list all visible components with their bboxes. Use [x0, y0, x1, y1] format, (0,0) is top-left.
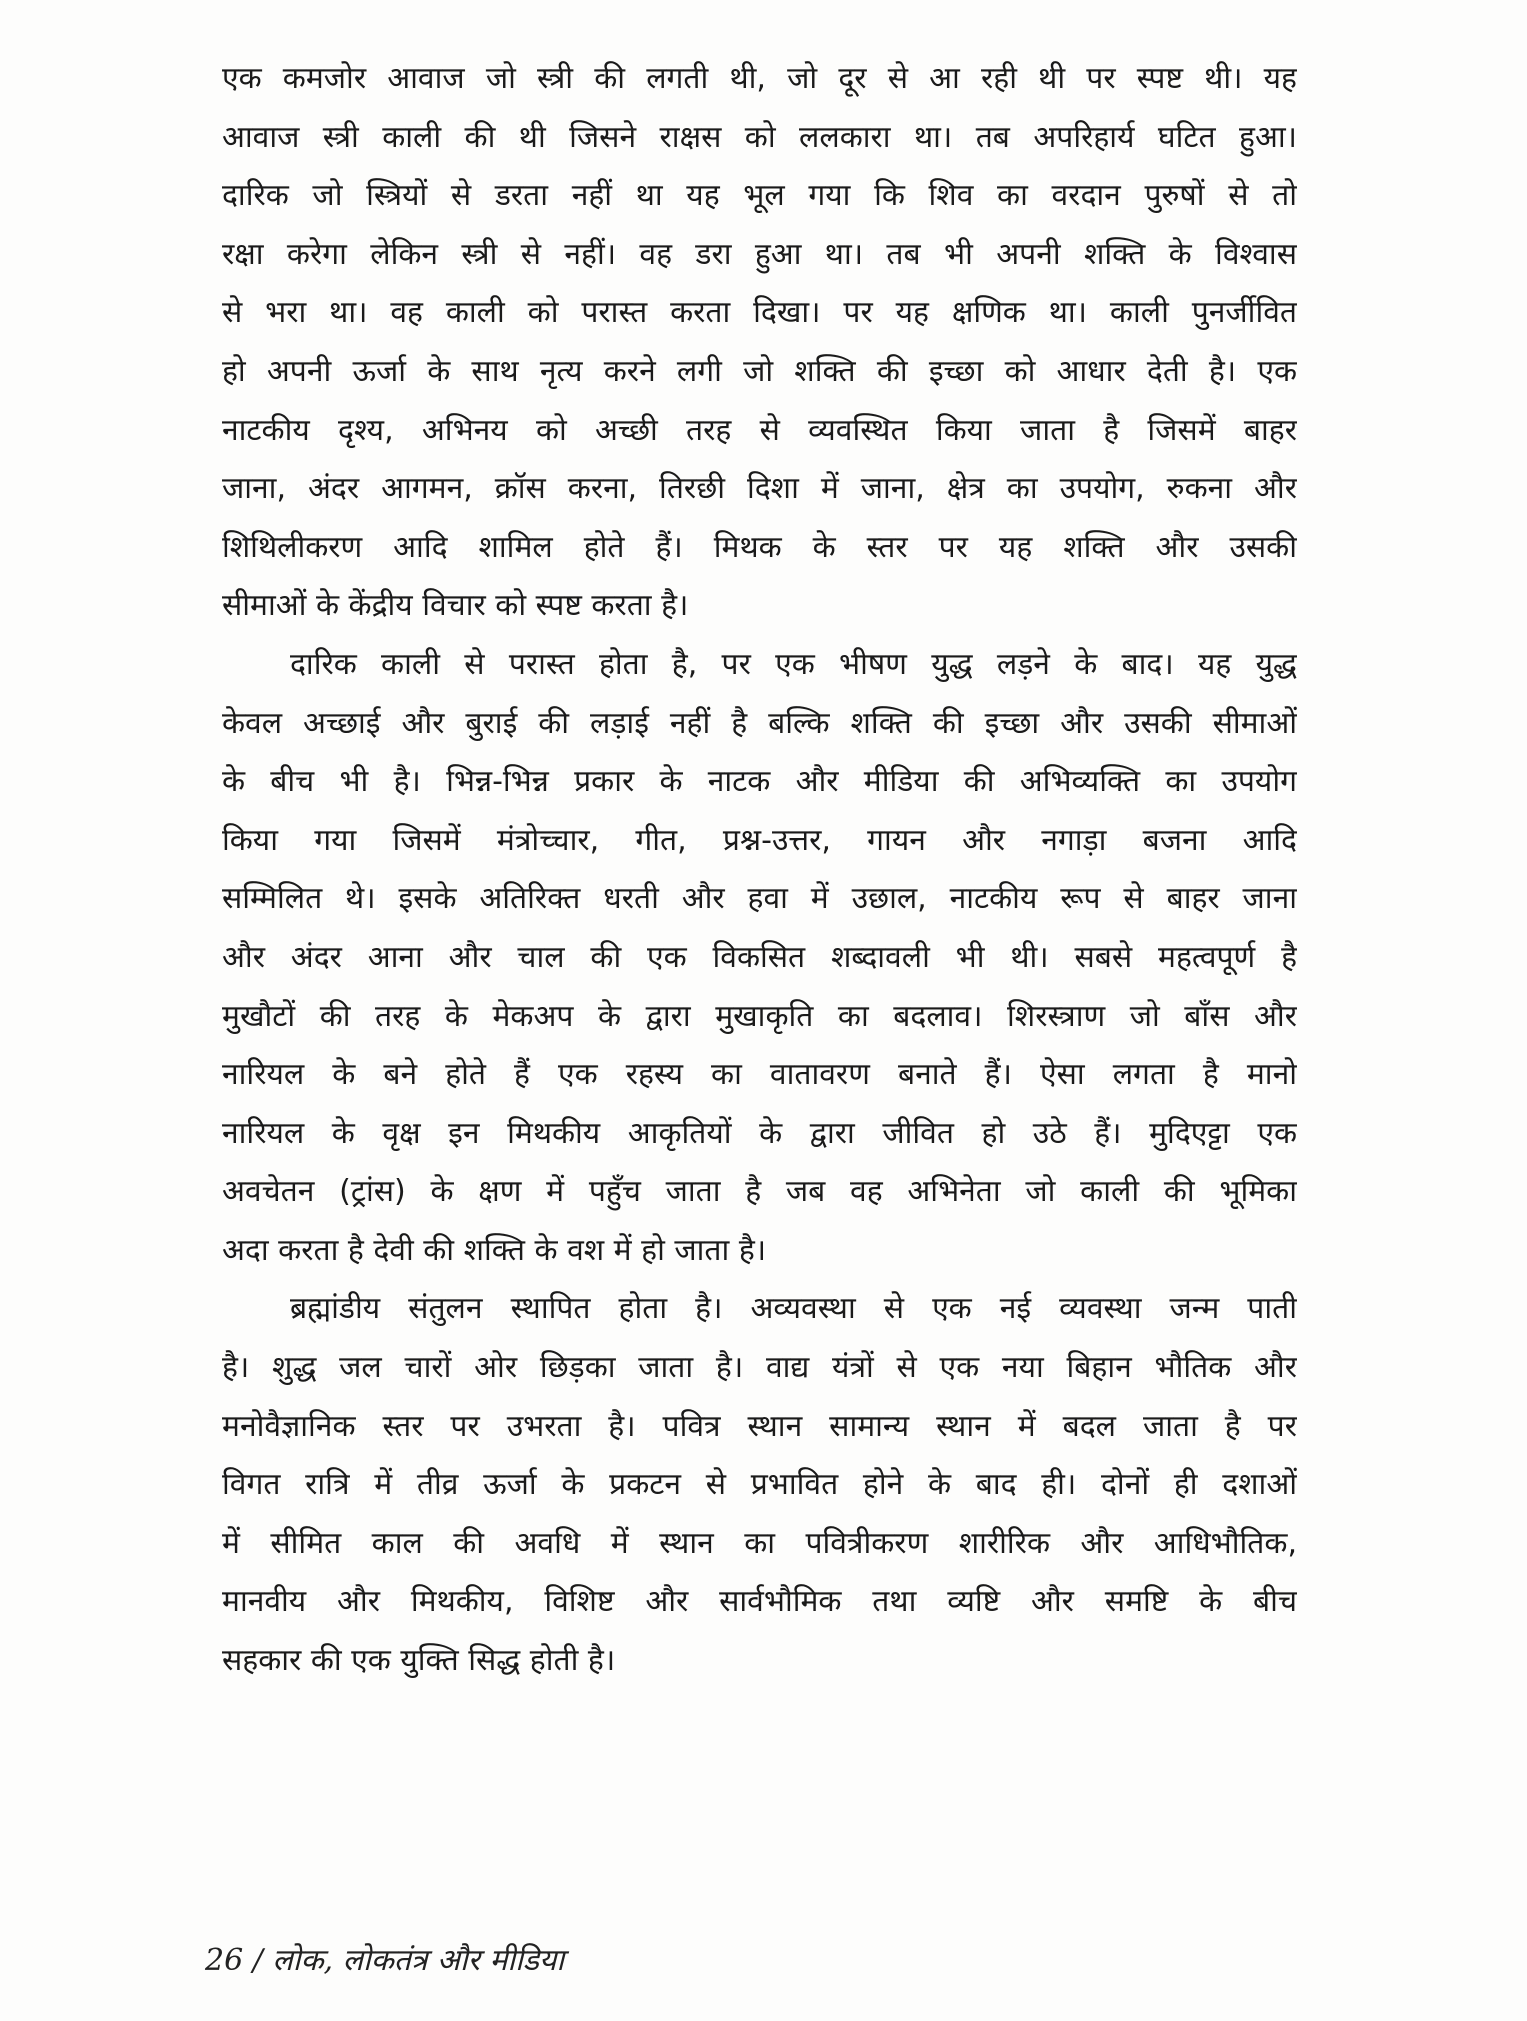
paragraph-1-line: हो अपनी ऊर्जा के साथ नृत्य करने लगी जो शक्ति की इच्छा को आधार देती है। एक [222, 353, 1297, 389]
paragraph-3-line: सहकार की एक युक्ति सिद्ध होती है। [222, 1643, 616, 1679]
paragraph-1-line: रक्षा करेगा लेकिन स्त्री से नहीं। वह डरा हुआ था। तब भी अपनी शक्ति के विश्वास [222, 236, 1297, 272]
paragraph-2-line: अवचेतन (ट्रांस) के क्षण में पहुँच जाता है जब वह अभिनेता जो काली की भूमिका [222, 1174, 1297, 1210]
paragraph-2-line: के बीच भी है। भिन्न-भिन्न प्रकार के नाटक और मीडिया की अभिव्यक्ति का उपयोग [222, 764, 1297, 800]
paragraph-2-line: नारियल के बने होते हैं एक रहस्य का वातावरण बनाते हैं। ऐसा लगता है मानो [222, 1057, 1297, 1093]
paragraph-1-line: नाटकीय दृश्य, अभिनय को अच्छी तरह से व्यवस्थित किया जाता है जिसमें बाहर [222, 412, 1297, 448]
paragraph-1-line: से भरा था। वह काली को परास्त करता दिखा। पर यह क्षणिक था। काली पुनर्जीवित [222, 295, 1297, 331]
paragraph-2-line: मुखौटों की तरह के मेकअप के द्वारा मुखाकृति का बदलाव। शिरस्त्राण जो बाँस और [222, 998, 1297, 1034]
paragraph-1-line: शिथिलीकरण आदि शामिल होते हैं। मिथक के स्तर पर यह शक्ति और उसकी [222, 529, 1297, 565]
paragraph-1-line: एक कमजोर आवाज जो स्त्री की लगती थी, जो दूर से आ रही थी पर स्पष्ट थी। यह [222, 61, 1297, 96]
paragraph-3-line: है। शुद्ध जल चारों ओर छिड़का जाता है। वाद्य यंत्रों से एक नया बिहान भौतिक और [222, 1350, 1297, 1386]
paragraph-3-line: विगत रात्रि में तीव्र ऊर्जा के प्रकटन से प्रभावित होने के बाद ही। दोनों ही दशाओं [222, 1467, 1297, 1503]
paragraph-1-line: दारिक जो स्त्रियों से डरता नहीं था यह भूल गया कि शिव का वरदान पुरुषों से तो [222, 178, 1297, 214]
paragraph-1-line: आवाज स्त्री काली की थी जिसने राक्षस को ललकारा था। तब अपरिहार्य घटित हुआ। [222, 119, 1297, 155]
paragraph-3-line: मानवीय और मिथकीय, विशिष्ट और सार्वभौमिक तथा व्यष्टि और समष्टि के बीच [222, 1584, 1297, 1620]
footer-separator: / [252, 1943, 263, 1978]
paragraph-2-line: अदा करता है देवी की शक्ति के वश में हो जाता है। [222, 1232, 767, 1268]
paragraph-2-line: सम्मिलित थे। इसके अतिरिक्त धरती और हवा में उछाल, नाटकीय रूप से बाहर जाना [222, 881, 1297, 917]
paragraph-2-line: नारियल के वृक्ष इन मिथकीय आकृतियों के द्वारा जीवित हो उठे हैं। मुदिएट्टा एक [222, 1115, 1297, 1151]
paragraph-1-line: जाना, अंदर आगमन, क्रॉस करना, तिरछी दिशा में जाना, क्षेत्र का उपयोग, रुकना और [222, 471, 1297, 507]
paragraph-3-line: ब्रह्मांडीय संतुलन स्थापित होता है। अव्यवस्था से एक नई व्यवस्था जन्म पाती [290, 1291, 1297, 1327]
book-title: लोक, लोकतंत्र और मीडिया [272, 1943, 565, 1978]
paragraph-3-line: मनोवैज्ञानिक स्तर पर उभरता है। पवित्र स्थान सामान्य स्थान में बदल जाता है पर [222, 1408, 1297, 1444]
paragraph-2-line: दारिक काली से परास्त होता है, पर एक भीषण युद्ध लड़ने के बाद। यह युद्ध [290, 646, 1297, 682]
paragraph-2-line: और अंदर आना और चाल की एक विकसित शब्दावली भी थी। सबसे महत्वपूर्ण है [222, 939, 1297, 975]
page-footer [205, 1938, 564, 1979]
body-text [222, 50, 1297, 1691]
paragraph-1-line: सीमाओं के केंद्रीय विचार को स्पष्ट करता है। [222, 588, 689, 624]
paragraph-2-line: केवल अच्छाई और बुराई की लड़ाई नहीं है बल्कि शक्ति की इच्छा और उसकी सीमाओं [222, 705, 1297, 741]
paragraph-2-line: किया गया जिसमें मंत्रोच्चार, गीत, प्रश्न-उत्तर, गायन और नगाड़ा बजना आदि [222, 822, 1297, 858]
paragraph-3-line: में सीमित काल की अवधि में स्थान का पवित्रीकरण शारीरिक और आधिभौतिक, [222, 1525, 1297, 1561]
page-number: 26 [205, 1943, 244, 1978]
